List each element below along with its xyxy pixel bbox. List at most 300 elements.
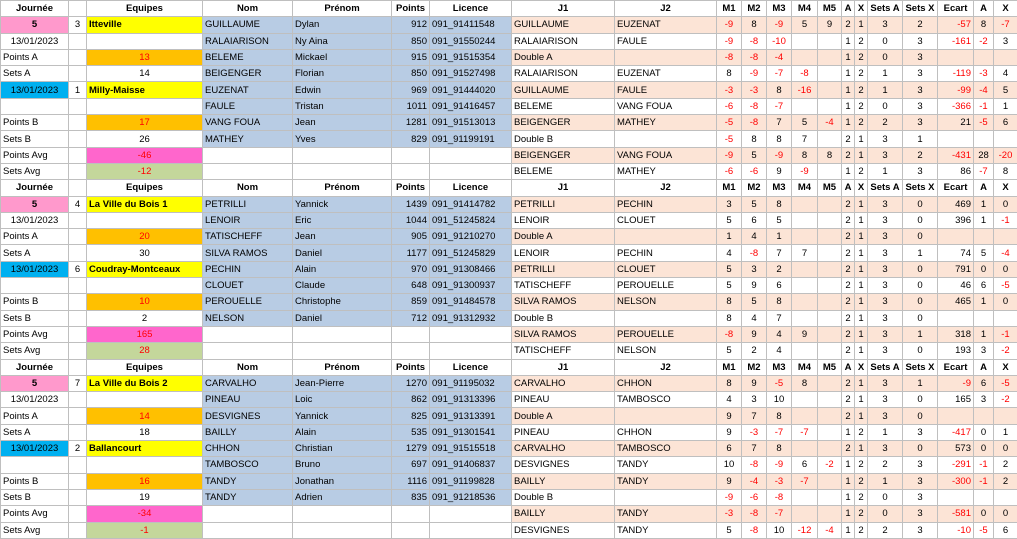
match-rx: 0 bbox=[994, 441, 1017, 457]
match-rx: 2 bbox=[994, 473, 1017, 489]
match-j1: BAILLY bbox=[512, 506, 615, 522]
match-j2: EUZENAT bbox=[615, 66, 717, 82]
empty-cell bbox=[1, 278, 69, 294]
player-points: 712 bbox=[392, 310, 430, 326]
match-sa: 0 bbox=[868, 98, 903, 114]
match-j1: Double A bbox=[512, 408, 615, 424]
player-licence: 091_91218536 bbox=[430, 489, 512, 505]
table-row bbox=[1, 343, 1017, 359]
points-a-cell: 20 bbox=[87, 229, 203, 245]
column-header: Ecart bbox=[938, 180, 974, 196]
player-licence: 091_51245824 bbox=[430, 212, 512, 228]
match-j2: CLOUET bbox=[615, 261, 717, 277]
match-m4: 5 bbox=[792, 115, 818, 131]
match-ra: 6 bbox=[974, 278, 994, 294]
match-ecart: 46 bbox=[938, 278, 974, 294]
match-sx: 3 bbox=[903, 424, 938, 440]
table-row bbox=[1, 49, 1017, 65]
match-a: 2 bbox=[842, 343, 855, 359]
match-sa: 0 bbox=[868, 33, 903, 49]
match-m5: -4 bbox=[818, 115, 842, 131]
match-x: 2 bbox=[855, 49, 868, 65]
column-header: Nom bbox=[203, 1, 293, 17]
match-ecart: 396 bbox=[938, 212, 974, 228]
label-sets-b-cell: Sets B bbox=[1, 131, 69, 147]
empty-cell bbox=[69, 326, 87, 342]
match-ecart: -119 bbox=[938, 66, 974, 82]
match-rx: 5 bbox=[994, 82, 1017, 98]
match-sa: 3 bbox=[868, 343, 903, 359]
date-b-cell: 13/01/2023 bbox=[1, 82, 69, 98]
match-j2: TAMBOSCO bbox=[615, 392, 717, 408]
column-header: Points bbox=[392, 180, 430, 196]
empty-cell bbox=[392, 506, 430, 522]
match-m2: -6 bbox=[742, 489, 767, 505]
num-a-cell: 3 bbox=[69, 17, 87, 33]
column-header: J2 bbox=[615, 180, 717, 196]
match-m3: 4 bbox=[767, 326, 792, 342]
match-ecart bbox=[938, 489, 974, 505]
empty-cell bbox=[69, 245, 87, 261]
match-m1: 4 bbox=[717, 245, 742, 261]
column-header: M4 bbox=[792, 359, 818, 375]
points-avg-cell: -46 bbox=[87, 147, 203, 163]
match-m1: -9 bbox=[717, 17, 742, 33]
match-m4: -7 bbox=[792, 473, 818, 489]
table-row bbox=[1, 196, 1017, 212]
match-a: 1 bbox=[842, 115, 855, 131]
match-m3: -8 bbox=[767, 489, 792, 505]
player-prenom: Daniel bbox=[293, 245, 392, 261]
match-x: 2 bbox=[855, 115, 868, 131]
player-prenom: Ny Aina bbox=[293, 33, 392, 49]
player-points: 1044 bbox=[392, 212, 430, 228]
table-row bbox=[1, 131, 1017, 147]
match-x: 2 bbox=[855, 473, 868, 489]
match-j1: Double A bbox=[512, 229, 615, 245]
match-ra: -7 bbox=[974, 163, 994, 179]
match-sx: 0 bbox=[903, 229, 938, 245]
match-sa: 3 bbox=[868, 392, 903, 408]
label-sets-a-cell: Sets A bbox=[1, 424, 69, 440]
match-j1: BAILLY bbox=[512, 473, 615, 489]
player-prenom: Christian bbox=[293, 441, 392, 457]
empty-cell bbox=[430, 343, 512, 359]
player-points: 862 bbox=[392, 392, 430, 408]
points-a-cell: 13 bbox=[87, 49, 203, 65]
match-x: 2 bbox=[855, 98, 868, 114]
match-a: 1 bbox=[842, 82, 855, 98]
match-ecart bbox=[938, 49, 974, 65]
match-m5 bbox=[818, 375, 842, 391]
match-j1: BEIGENGER bbox=[512, 115, 615, 131]
player-points: 1116 bbox=[392, 473, 430, 489]
match-ra: 0 bbox=[974, 506, 994, 522]
match-j1: RALAIARISON bbox=[512, 66, 615, 82]
match-sx: 1 bbox=[903, 326, 938, 342]
match-ecart: -57 bbox=[938, 17, 974, 33]
match-j2: TAMBOSCO bbox=[615, 441, 717, 457]
team-a-cell: La Ville du Bois 2 bbox=[87, 375, 203, 391]
match-j2: PEROUELLE bbox=[615, 278, 717, 294]
column-header: Journée bbox=[1, 180, 69, 196]
empty-cell bbox=[69, 33, 87, 49]
table-row bbox=[1, 229, 1017, 245]
column-header: X bbox=[855, 180, 868, 196]
match-ecart bbox=[938, 131, 974, 147]
match-m1: -8 bbox=[717, 326, 742, 342]
match-j2: NELSON bbox=[615, 343, 717, 359]
table-row bbox=[1, 17, 1017, 33]
match-m2: 9 bbox=[742, 375, 767, 391]
match-x: 1 bbox=[855, 17, 868, 33]
sets-a-cell: 30 bbox=[87, 245, 203, 261]
player-licence: 091_51245829 bbox=[430, 245, 512, 261]
sets-avg-cell: -12 bbox=[87, 163, 203, 179]
match-sx: 0 bbox=[903, 392, 938, 408]
match-x: 2 bbox=[855, 424, 868, 440]
column-header: M2 bbox=[742, 180, 767, 196]
column-header: M5 bbox=[818, 359, 842, 375]
table-row bbox=[1, 441, 1017, 457]
date-b-cell: 13/01/2023 bbox=[1, 261, 69, 277]
match-a: 1 bbox=[842, 49, 855, 65]
empty-cell bbox=[69, 489, 87, 505]
player-licence: 091_91484578 bbox=[430, 294, 512, 310]
empty-cell bbox=[69, 424, 87, 440]
match-x: 1 bbox=[855, 229, 868, 245]
match-m3: -7 bbox=[767, 98, 792, 114]
match-j2: FAULE bbox=[615, 82, 717, 98]
table-row bbox=[1, 392, 1017, 408]
match-sx: 0 bbox=[903, 408, 938, 424]
player-nom: NELSON bbox=[203, 310, 293, 326]
match-m1: 10 bbox=[717, 457, 742, 473]
empty-cell bbox=[69, 229, 87, 245]
player-licence: 091_91210270 bbox=[430, 229, 512, 245]
team-b-cell: Milly-Maisse bbox=[87, 82, 203, 98]
match-m2: 9 bbox=[742, 326, 767, 342]
match-rx: -2 bbox=[994, 343, 1017, 359]
match-j1: LENOIR bbox=[512, 245, 615, 261]
match-m2: -8 bbox=[742, 506, 767, 522]
match-j2 bbox=[615, 131, 717, 147]
match-rx: 0 bbox=[994, 506, 1017, 522]
match-ra: -1 bbox=[974, 98, 994, 114]
match-m3: 1 bbox=[767, 229, 792, 245]
column-header: A bbox=[842, 1, 855, 17]
match-ecart: 573 bbox=[938, 441, 974, 457]
journee-cell: 5 bbox=[1, 17, 69, 33]
match-ra: 5 bbox=[974, 245, 994, 261]
match-sa: 2 bbox=[868, 115, 903, 131]
column-header: M4 bbox=[792, 1, 818, 17]
column-header: A bbox=[842, 180, 855, 196]
sets-a-cell: 14 bbox=[87, 66, 203, 82]
match-ra: 3 bbox=[974, 343, 994, 359]
match-m4: 7 bbox=[792, 245, 818, 261]
match-m1: 5 bbox=[717, 261, 742, 277]
match-m3: 8 bbox=[767, 294, 792, 310]
column-header: J1 bbox=[512, 359, 615, 375]
player-nom: EUZENAT bbox=[203, 82, 293, 98]
match-m1: 9 bbox=[717, 408, 742, 424]
match-rx bbox=[994, 310, 1017, 326]
match-x: 2 bbox=[855, 66, 868, 82]
match-x: 1 bbox=[855, 392, 868, 408]
match-a: 1 bbox=[842, 33, 855, 49]
match-a: 1 bbox=[842, 473, 855, 489]
match-sa: 1 bbox=[868, 66, 903, 82]
match-m4 bbox=[792, 392, 818, 408]
match-ecart: 318 bbox=[938, 326, 974, 342]
sets-avg-cell: 28 bbox=[87, 343, 203, 359]
match-j2: MATHEY bbox=[615, 163, 717, 179]
match-ra: 0 bbox=[974, 261, 994, 277]
label-sets-avg-cell: Sets Avg bbox=[1, 522, 69, 538]
table-row bbox=[1, 473, 1017, 489]
match-m3: 6 bbox=[767, 278, 792, 294]
match-rx: 6 bbox=[994, 522, 1017, 538]
match-m2: 8 bbox=[742, 131, 767, 147]
empty-cell bbox=[203, 506, 293, 522]
match-m3: 8 bbox=[767, 441, 792, 457]
match-m3: 5 bbox=[767, 212, 792, 228]
player-points: 1279 bbox=[392, 441, 430, 457]
match-m2: -8 bbox=[742, 33, 767, 49]
match-sx: 3 bbox=[903, 522, 938, 538]
label-points-avg-cell: Points Avg bbox=[1, 506, 69, 522]
table-row bbox=[1, 326, 1017, 342]
match-x: 1 bbox=[855, 196, 868, 212]
player-licence: 091_91312932 bbox=[430, 310, 512, 326]
match-ra: 6 bbox=[974, 375, 994, 391]
match-j2: CLOUET bbox=[615, 212, 717, 228]
player-licence: 091_91406837 bbox=[430, 457, 512, 473]
match-j1: DESVIGNES bbox=[512, 457, 615, 473]
match-sx: 0 bbox=[903, 343, 938, 359]
match-m3: -4 bbox=[767, 49, 792, 65]
label-points-b-cell: Points B bbox=[1, 115, 69, 131]
header-row bbox=[1, 359, 1017, 375]
match-m3: 9 bbox=[767, 163, 792, 179]
match-j2 bbox=[615, 310, 717, 326]
match-m2: 7 bbox=[742, 441, 767, 457]
match-x: 2 bbox=[855, 82, 868, 98]
match-m2: 2 bbox=[742, 343, 767, 359]
match-m2: 8 bbox=[742, 17, 767, 33]
match-x: 1 bbox=[855, 408, 868, 424]
match-ecart bbox=[938, 229, 974, 245]
empty-cell bbox=[392, 343, 430, 359]
match-j2: PECHIN bbox=[615, 245, 717, 261]
player-nom: BEIGENGER bbox=[203, 66, 293, 82]
player-points: 829 bbox=[392, 131, 430, 147]
team-a-cell: Itteville bbox=[87, 17, 203, 33]
player-licence: 091_91313391 bbox=[430, 408, 512, 424]
player-nom: SILVA RAMOS bbox=[203, 245, 293, 261]
match-j2 bbox=[615, 489, 717, 505]
match-j1: LENOIR bbox=[512, 212, 615, 228]
match-j1: PETRILLI bbox=[512, 196, 615, 212]
match-j1: CARVALHO bbox=[512, 441, 615, 457]
label-sets-a-cell: Sets A bbox=[1, 245, 69, 261]
match-sa: 3 bbox=[868, 17, 903, 33]
match-a: 1 bbox=[842, 489, 855, 505]
match-a: 1 bbox=[842, 506, 855, 522]
match-sx: 2 bbox=[903, 147, 938, 163]
points-avg-cell: -34 bbox=[87, 506, 203, 522]
match-m1: 5 bbox=[717, 212, 742, 228]
match-x: 1 bbox=[855, 343, 868, 359]
player-points: 535 bbox=[392, 424, 430, 440]
match-rx: 6 bbox=[994, 115, 1017, 131]
column-header: Points bbox=[392, 1, 430, 17]
match-j1: PINEAU bbox=[512, 424, 615, 440]
match-sx: 3 bbox=[903, 163, 938, 179]
match-ra: -5 bbox=[974, 115, 994, 131]
player-nom: PECHIN bbox=[203, 261, 293, 277]
date-a-cell: 13/01/2023 bbox=[1, 392, 69, 408]
match-m1: 5 bbox=[717, 343, 742, 359]
player-prenom: Dylan bbox=[293, 17, 392, 33]
match-sx: 0 bbox=[903, 261, 938, 277]
match-m4 bbox=[792, 212, 818, 228]
match-ecart: -417 bbox=[938, 424, 974, 440]
column-header: X bbox=[994, 180, 1017, 196]
column-header: Prénom bbox=[293, 180, 392, 196]
match-rx: -5 bbox=[994, 278, 1017, 294]
column-header: J1 bbox=[512, 180, 615, 196]
match-m1: -5 bbox=[717, 115, 742, 131]
match-ra: 1 bbox=[974, 212, 994, 228]
table-row bbox=[1, 66, 1017, 82]
column-header: A bbox=[842, 359, 855, 375]
match-a: 2 bbox=[842, 392, 855, 408]
column-header: Journée bbox=[1, 359, 69, 375]
match-sx: 0 bbox=[903, 278, 938, 294]
match-ra bbox=[974, 489, 994, 505]
label-points-a-cell: Points A bbox=[1, 408, 69, 424]
column-header: M2 bbox=[742, 359, 767, 375]
match-m4 bbox=[792, 343, 818, 359]
match-m4 bbox=[792, 278, 818, 294]
match-sa: 3 bbox=[868, 131, 903, 147]
match-m4 bbox=[792, 229, 818, 245]
match-m1: 5 bbox=[717, 522, 742, 538]
match-m3: 4 bbox=[767, 343, 792, 359]
match-m3: 7 bbox=[767, 310, 792, 326]
match-x: 2 bbox=[855, 457, 868, 473]
table-row bbox=[1, 310, 1017, 326]
match-m1: 8 bbox=[717, 310, 742, 326]
match-j2: PEROUELLE bbox=[615, 326, 717, 342]
match-j2: TANDY bbox=[615, 473, 717, 489]
match-m4 bbox=[792, 506, 818, 522]
match-j2: TANDY bbox=[615, 522, 717, 538]
match-rx: 2 bbox=[994, 457, 1017, 473]
empty-cell bbox=[69, 310, 87, 326]
match-m4: 8 bbox=[792, 147, 818, 163]
match-ecart: 791 bbox=[938, 261, 974, 277]
empty-cell bbox=[430, 326, 512, 342]
player-points: 1270 bbox=[392, 375, 430, 391]
empty-cell bbox=[69, 522, 87, 538]
column-header: X bbox=[855, 1, 868, 17]
match-m4: 6 bbox=[792, 457, 818, 473]
player-prenom: Bruno bbox=[293, 457, 392, 473]
match-ra: -4 bbox=[974, 82, 994, 98]
player-prenom: Yannick bbox=[293, 196, 392, 212]
match-m5 bbox=[818, 82, 842, 98]
empty-cell bbox=[430, 163, 512, 179]
player-prenom: Eric bbox=[293, 212, 392, 228]
match-j1: TATISCHEFF bbox=[512, 278, 615, 294]
player-prenom: Alain bbox=[293, 424, 392, 440]
match-a: 2 bbox=[842, 17, 855, 33]
match-m2: -8 bbox=[742, 115, 767, 131]
label-points-avg-cell: Points Avg bbox=[1, 326, 69, 342]
match-m5 bbox=[818, 229, 842, 245]
sets-b-cell: 2 bbox=[87, 310, 203, 326]
match-j1: Double B bbox=[512, 310, 615, 326]
team-a-cell: La Ville du Bois 1 bbox=[87, 196, 203, 212]
match-rx: -1 bbox=[994, 326, 1017, 342]
player-nom: TAMBOSCO bbox=[203, 457, 293, 473]
match-rx bbox=[994, 489, 1017, 505]
match-x: 1 bbox=[855, 310, 868, 326]
match-m3: 10 bbox=[767, 522, 792, 538]
match-m2: 6 bbox=[742, 212, 767, 228]
player-points: 1011 bbox=[392, 98, 430, 114]
table-row bbox=[1, 408, 1017, 424]
player-prenom: Jean bbox=[293, 229, 392, 245]
match-m2: 4 bbox=[742, 310, 767, 326]
player-nom: TATISCHEFF bbox=[203, 229, 293, 245]
player-prenom: Mickael bbox=[293, 49, 392, 65]
player-licence: 091_91527498 bbox=[430, 66, 512, 82]
match-m2: -4 bbox=[742, 473, 767, 489]
match-sa: 1 bbox=[868, 163, 903, 179]
table-row bbox=[1, 212, 1017, 228]
match-ecart: 21 bbox=[938, 115, 974, 131]
match-m5 bbox=[818, 343, 842, 359]
date-a-cell: 13/01/2023 bbox=[1, 212, 69, 228]
empty-cell bbox=[293, 326, 392, 342]
label-sets-b-cell: Sets B bbox=[1, 310, 69, 326]
label-points-a-cell: Points A bbox=[1, 49, 69, 65]
sets-avg-cell: -1 bbox=[87, 522, 203, 538]
match-j1: Double B bbox=[512, 489, 615, 505]
match-ra bbox=[974, 131, 994, 147]
sets-b-cell: 26 bbox=[87, 131, 203, 147]
match-ecart bbox=[938, 310, 974, 326]
empty-cell bbox=[69, 392, 87, 408]
player-prenom: Jean bbox=[293, 115, 392, 131]
points-a-cell: 14 bbox=[87, 408, 203, 424]
match-j1: GUILLAUME bbox=[512, 17, 615, 33]
empty-cell bbox=[392, 326, 430, 342]
match-a: 1 bbox=[842, 522, 855, 538]
match-j2: PECHIN bbox=[615, 196, 717, 212]
match-m5 bbox=[818, 326, 842, 342]
column-header: A bbox=[974, 359, 994, 375]
match-a: 2 bbox=[842, 408, 855, 424]
column-header: J1 bbox=[512, 1, 615, 17]
match-j1: SILVA RAMOS bbox=[512, 326, 615, 342]
player-licence: 091_91513013 bbox=[430, 115, 512, 131]
match-rx: -20 bbox=[994, 147, 1017, 163]
